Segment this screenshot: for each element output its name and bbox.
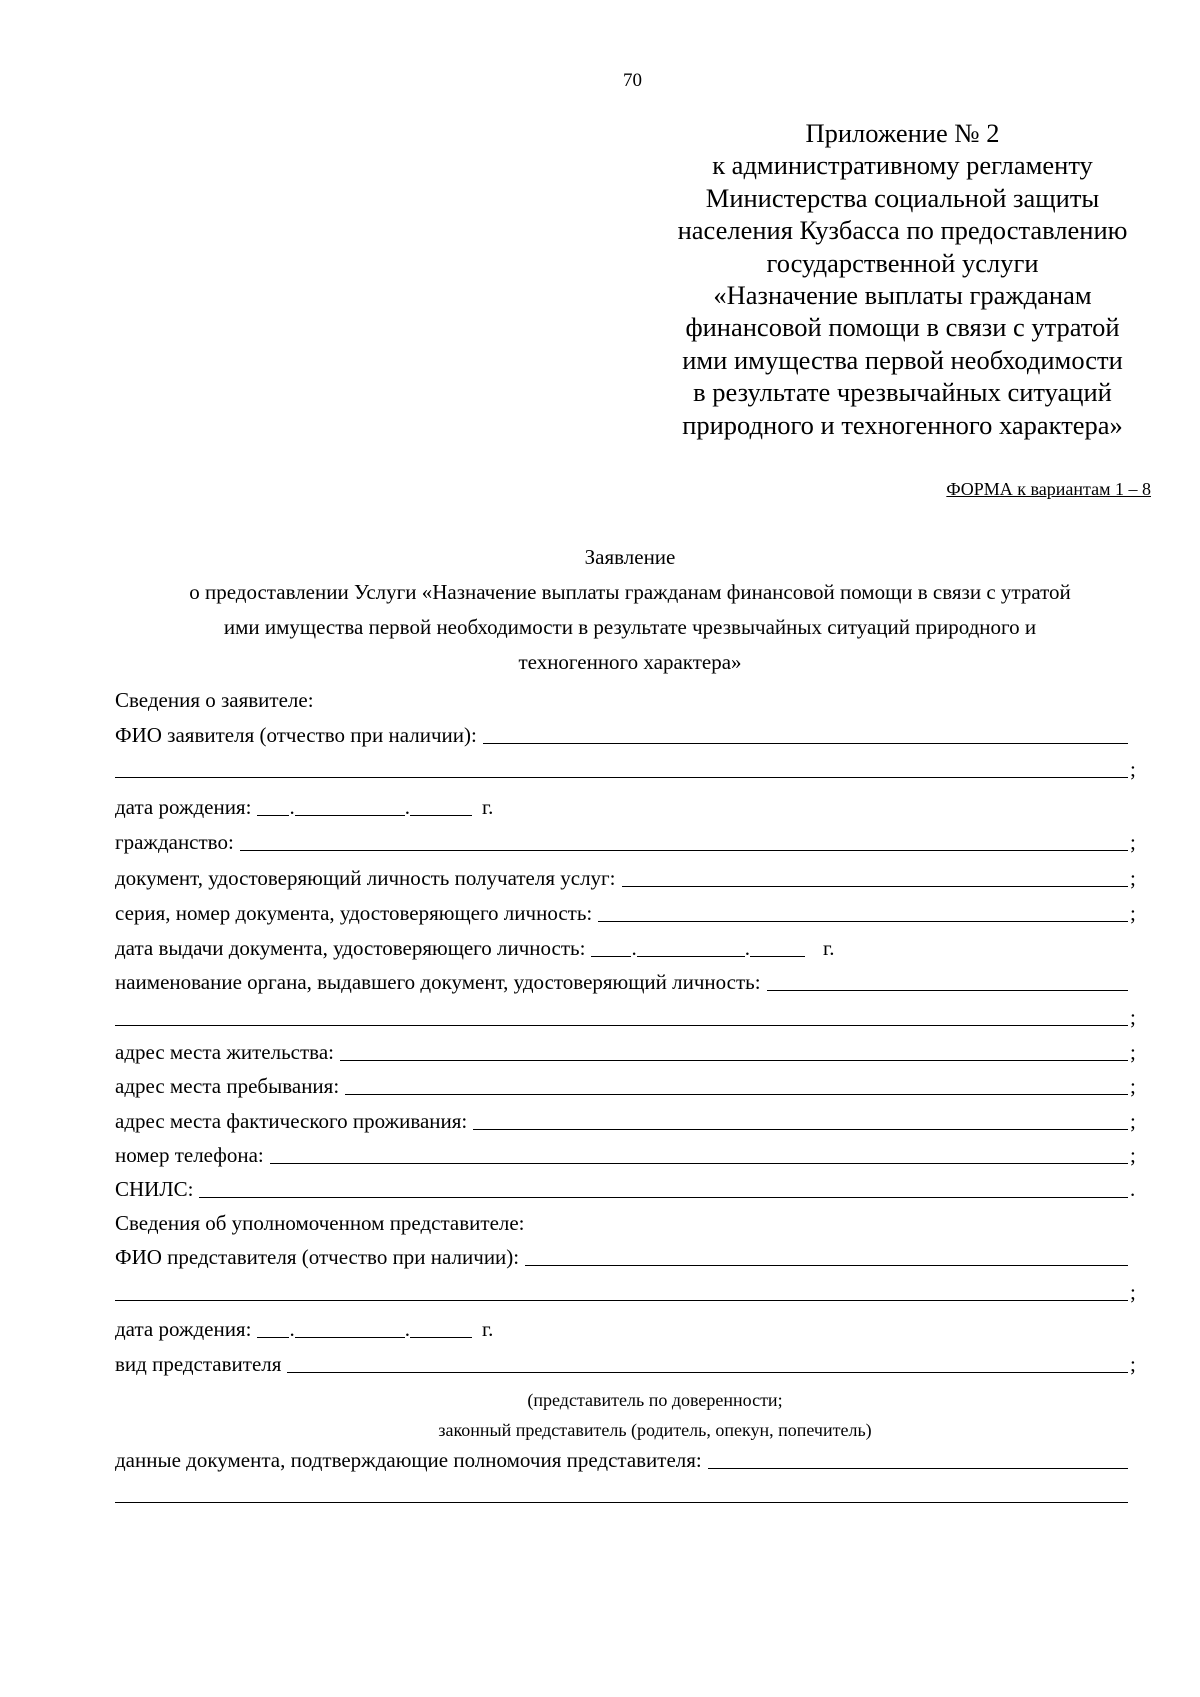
appendix-line: Приложение № 2 <box>805 118 1000 148</box>
actual-address-row: адрес места фактического проживания: ; <box>115 1109 1136 1133</box>
authority-doc-field[interactable] <box>708 1446 1128 1469</box>
issue-day-field[interactable] <box>591 934 631 957</box>
authority-doc-continuation-row <box>115 1477 1140 1507</box>
actual-address-field[interactable] <box>473 1107 1128 1130</box>
id-series-field[interactable] <box>598 899 1128 922</box>
representative-kind-field[interactable] <box>287 1350 1128 1373</box>
id-series-row: серия, номер документа, удостоверяющего личность: ; <box>115 901 1136 925</box>
representative-section-heading: Сведения об уполномоченном представителе: <box>115 1211 525 1235</box>
title-line: ими имущества первой необходимости в результате чрезвычайных ситуаций природного и <box>223 615 1037 639</box>
phone-row: номер телефона: ; <box>115 1143 1136 1167</box>
applicant-birth-date: . . г. <box>257 793 493 820</box>
id-document-field[interactable] <box>622 864 1128 887</box>
id-issue-date: . . г. <box>591 934 834 961</box>
stay-field[interactable] <box>345 1072 1128 1095</box>
id-issue-date-row: дата выдачи документа, удостоверяющего личность: . . г. <box>115 936 835 960</box>
representative-kind-note-2: законный представитель (родитель, опекун, попечитель) <box>438 1420 872 1440</box>
appendix-line: Министерства социальной защиты <box>705 182 1100 213</box>
appendix-line: населения Кузбасса по предоставлению <box>677 215 1128 246</box>
representative-fio-continuation-row: ; <box>115 1275 1140 1305</box>
id-document-row: документ, удостоверяющий личность получателя услуг: ; <box>115 866 1136 890</box>
issue-year-field[interactable] <box>750 934 805 957</box>
appendix-header <box>655 117 1150 441</box>
rep-birth-month-field[interactable] <box>295 1315 405 1338</box>
title-heading: Заявление <box>584 545 676 569</box>
issue-month-field[interactable] <box>637 934 745 957</box>
representative-kind-row: вид представителя ; <box>115 1352 1136 1376</box>
form-variant-label: ФОРМА к вариантам 1 – 8 <box>946 479 1151 499</box>
birth-month-field[interactable] <box>295 793 405 816</box>
phone-field[interactable] <box>270 1141 1128 1164</box>
rep-birth-day-field[interactable] <box>257 1315 289 1338</box>
representative-fio-row: ФИО представителя (отчество при наличии): <box>115 1240 1140 1270</box>
appendix-line: государственной услуги <box>766 247 1039 278</box>
birth-year-field[interactable] <box>410 793 472 816</box>
appendix-line: ими имущества первой необходимости <box>682 344 1123 375</box>
representative-kind-note-1: (представитель по доверенности; <box>527 1390 783 1410</box>
snils-row: СНИЛС: . <box>115 1177 1136 1201</box>
applicant-fio-row: ФИО заявителя (отчество при наличии): <box>115 718 1140 748</box>
title-line: техногенного характера» <box>518 650 742 674</box>
residence-row: адрес места жительства: ; <box>115 1040 1136 1064</box>
applicant-fio-field[interactable] <box>483 721 1128 744</box>
id-issuer-continuation-row: ; <box>115 1000 1140 1030</box>
residence-field[interactable] <box>340 1038 1128 1061</box>
representative-birth-date: . . г. <box>257 1315 493 1342</box>
appendix-line: природного и техногенного характера» <box>682 409 1123 440</box>
applicant-birth-date-row: дата рождения: . . г. <box>115 795 494 819</box>
id-issuer-field[interactable] <box>767 968 1128 991</box>
applicant-section-heading: Сведения о заявителе: <box>115 688 314 712</box>
representative-fio-field-2[interactable] <box>115 1278 1128 1301</box>
id-issuer-row: наименование органа, выдавшего документ, удостоверяющий личность: <box>115 965 1140 995</box>
rep-birth-year-field[interactable] <box>410 1315 472 1338</box>
authority-doc-row: данные документа, подтверждающие полномочия представителя: <box>115 1443 1140 1473</box>
birth-day-field[interactable] <box>257 793 289 816</box>
appendix-line: «Назначение выплаты гражданам <box>713 280 1092 311</box>
applicant-fio-continuation-row: ; <box>115 752 1140 782</box>
authority-doc-field-2[interactable] <box>115 1480 1128 1503</box>
applicant-fio-field-2[interactable] <box>115 755 1128 778</box>
id-issuer-field-2[interactable] <box>115 1003 1128 1026</box>
appendix-line: финансовой помощи в связи с утратой <box>685 312 1120 343</box>
page-number: 70 <box>623 70 642 91</box>
citizenship-field[interactable] <box>240 828 1128 851</box>
appendix-line: к административному регламенту <box>712 150 1093 181</box>
representative-birth-date-row: дата рождения: . . г. <box>115 1317 494 1341</box>
appendix-line: в результате чрезвычайных ситуаций <box>693 377 1112 408</box>
representative-fio-field[interactable] <box>525 1243 1128 1266</box>
snils-field[interactable] <box>199 1175 1128 1198</box>
document-title <box>110 540 1150 680</box>
citizenship-row: гражданство: ; <box>115 830 1136 854</box>
title-line: о предоставлении Услуги «Назначение выплаты гражданам финансовой помощи в связи с утратой <box>189 580 1071 604</box>
stay-row: адрес места пребывания: ; <box>115 1074 1136 1098</box>
